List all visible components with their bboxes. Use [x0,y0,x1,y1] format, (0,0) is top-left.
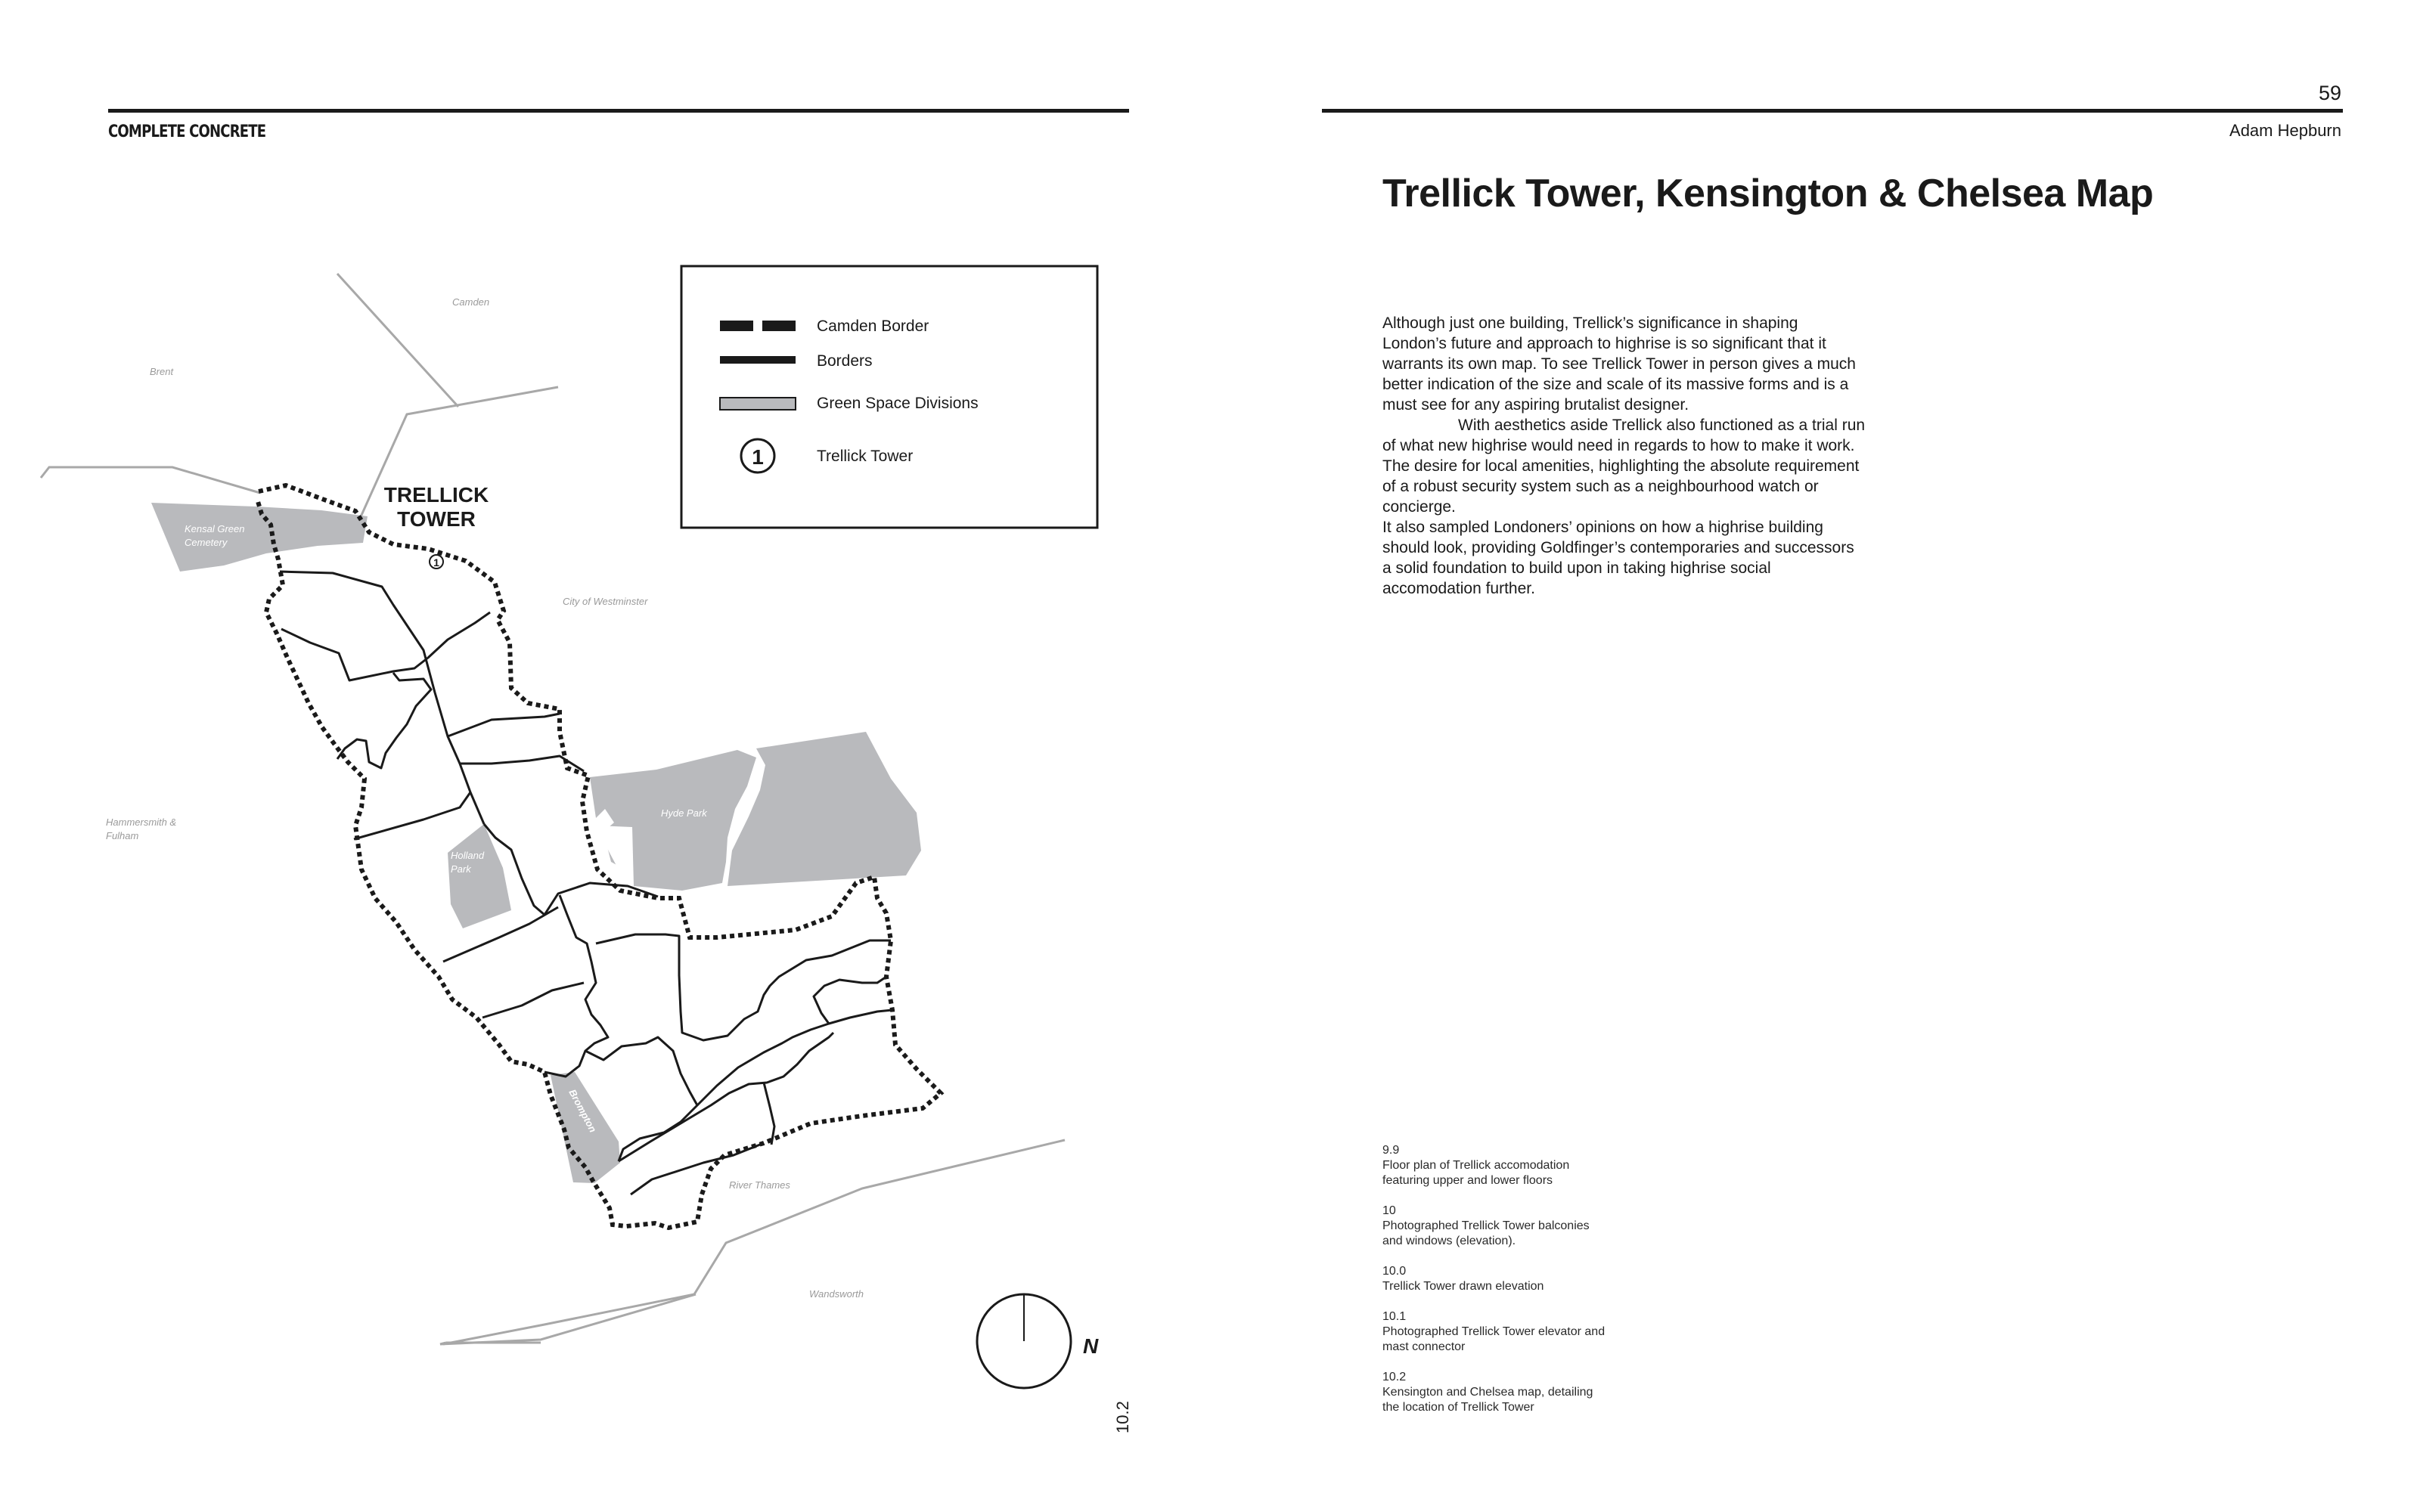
park-label-kensal-2: Cemetery [185,537,228,548]
legend-borders: Borders [817,352,873,370]
body-paragraph-1: Although just one building, Trellick’s significance in shaping London’s future and approach to highrise is so significant that it warrants its own map. To see Trellick Tower in person gives a much better indication of the size and scale of its massive forms and is a must see for any aspiring brutalist designer. [1382,314,1856,414]
ward-border [697,1010,892,1105]
ward-border [354,792,470,839]
page-number: 59 [2318,82,2341,104]
ward-border [281,612,490,680]
tower-label-line2: TOWER [397,507,476,531]
river-thames-line [443,1140,1065,1344]
park-label-kensal-1: Kensal Green [185,523,245,534]
figure-captions [1382,1143,1609,1430]
area-label-hammersmith-2: Fulham [106,830,139,841]
brent-boundary-line [41,467,260,493]
caption-text: Kensington and Chelsea map, detailing the location of Trellick Tower [1382,1386,1593,1414]
caption-number: 10.2 [1382,1371,1407,1383]
camden-boundary-line [337,274,458,407]
body-paragraph-2: With aesthetics aside Trellick also functioned as a trial run of what new highrise would need in regards to how to make it work. The desire for local amenities, highlighting the absolute requirement of a robust security system such as a neighbourhood watch or concierge. [1382,417,1866,516]
ward-border [448,714,560,736]
hyde-park-path [596,826,634,886]
ward-border [337,673,431,768]
camden-border-swatch [720,321,753,331]
author-name: Adam Hepburn [2229,121,2341,140]
area-label-river-thames: River Thames [729,1179,790,1191]
caption-item [1382,1309,1609,1355]
ward-border [619,1033,833,1161]
hyde-park-east [728,732,921,886]
area-label-brent: Brent [150,366,174,377]
page-title: Trellick Tower, Kensington & Chelsea Map [1382,172,2154,215]
caption-number: 9.9 [1382,1144,1400,1157]
park-label-brompton: Brompton [566,1087,599,1135]
caption-number: 10.1 [1382,1310,1407,1323]
ward-border [596,934,891,1040]
area-label-westminster: City of Westminster [563,596,648,607]
caption-number: 10.0 [1382,1265,1407,1278]
figure-number: 10.2 [1113,1401,1132,1433]
kensington-chelsea-map [0,0,1180,1512]
camden-border-swatch [762,321,796,331]
borders-swatch [720,356,796,364]
ward-border [544,895,608,1077]
tower-label-line1: TRELLICK [383,483,489,507]
caption-text: Floor plan of Trellick accomodation featuring upper and lower floors [1382,1159,1570,1187]
tower-location-number: 1 [433,556,439,569]
caption-item [1382,1204,1609,1249]
caption-item [1382,1264,1609,1294]
legend-camden-border: Camden Border [817,318,929,335]
green-spaces [151,503,921,1183]
caption-text: Photographed Trellick Tower balconies and windows (elevation). [1382,1219,1590,1247]
green-space-swatch [720,398,796,410]
tower-legend-number: 1 [752,445,764,469]
holland-park [448,824,511,928]
legend-trellick-tower: Trellick Tower [817,448,914,465]
caption-text: Trellick Tower drawn elevation [1382,1280,1544,1293]
ward-border [764,1083,774,1145]
caption-item [1382,1143,1609,1188]
park-label-hyde: Hyde Park [661,807,707,819]
ward-border [280,572,484,824]
body-text [1382,313,1866,599]
park-label-holland-1: Holland [451,850,485,861]
area-label-wandsworth: Wandsworth [809,1288,864,1300]
right-header-rule [1322,109,2343,113]
north-label: N [1083,1334,1099,1358]
ward-border [482,983,584,1018]
area-label-hammersmith-1: Hammersmith & [106,816,177,828]
legend-green-space: Green Space Divisions [817,395,979,412]
caption-item [1382,1370,1609,1415]
running-head: COMPLETE CONCRETE [108,122,266,141]
body-paragraph-3: It also sampled Londoners’ opinions on how a highrise building should look, providing Goldfinger’s contemporaries and successors a solid foundation to build upon in taking highrise social accomodation further. [1382,519,1854,597]
park-label-holland-2: Park [451,863,471,875]
area-label-camden: Camden [452,296,490,308]
caption-number: 10 [1382,1204,1396,1217]
caption-text: Photographed Trellick Tower elevator and mast connector [1382,1325,1606,1353]
